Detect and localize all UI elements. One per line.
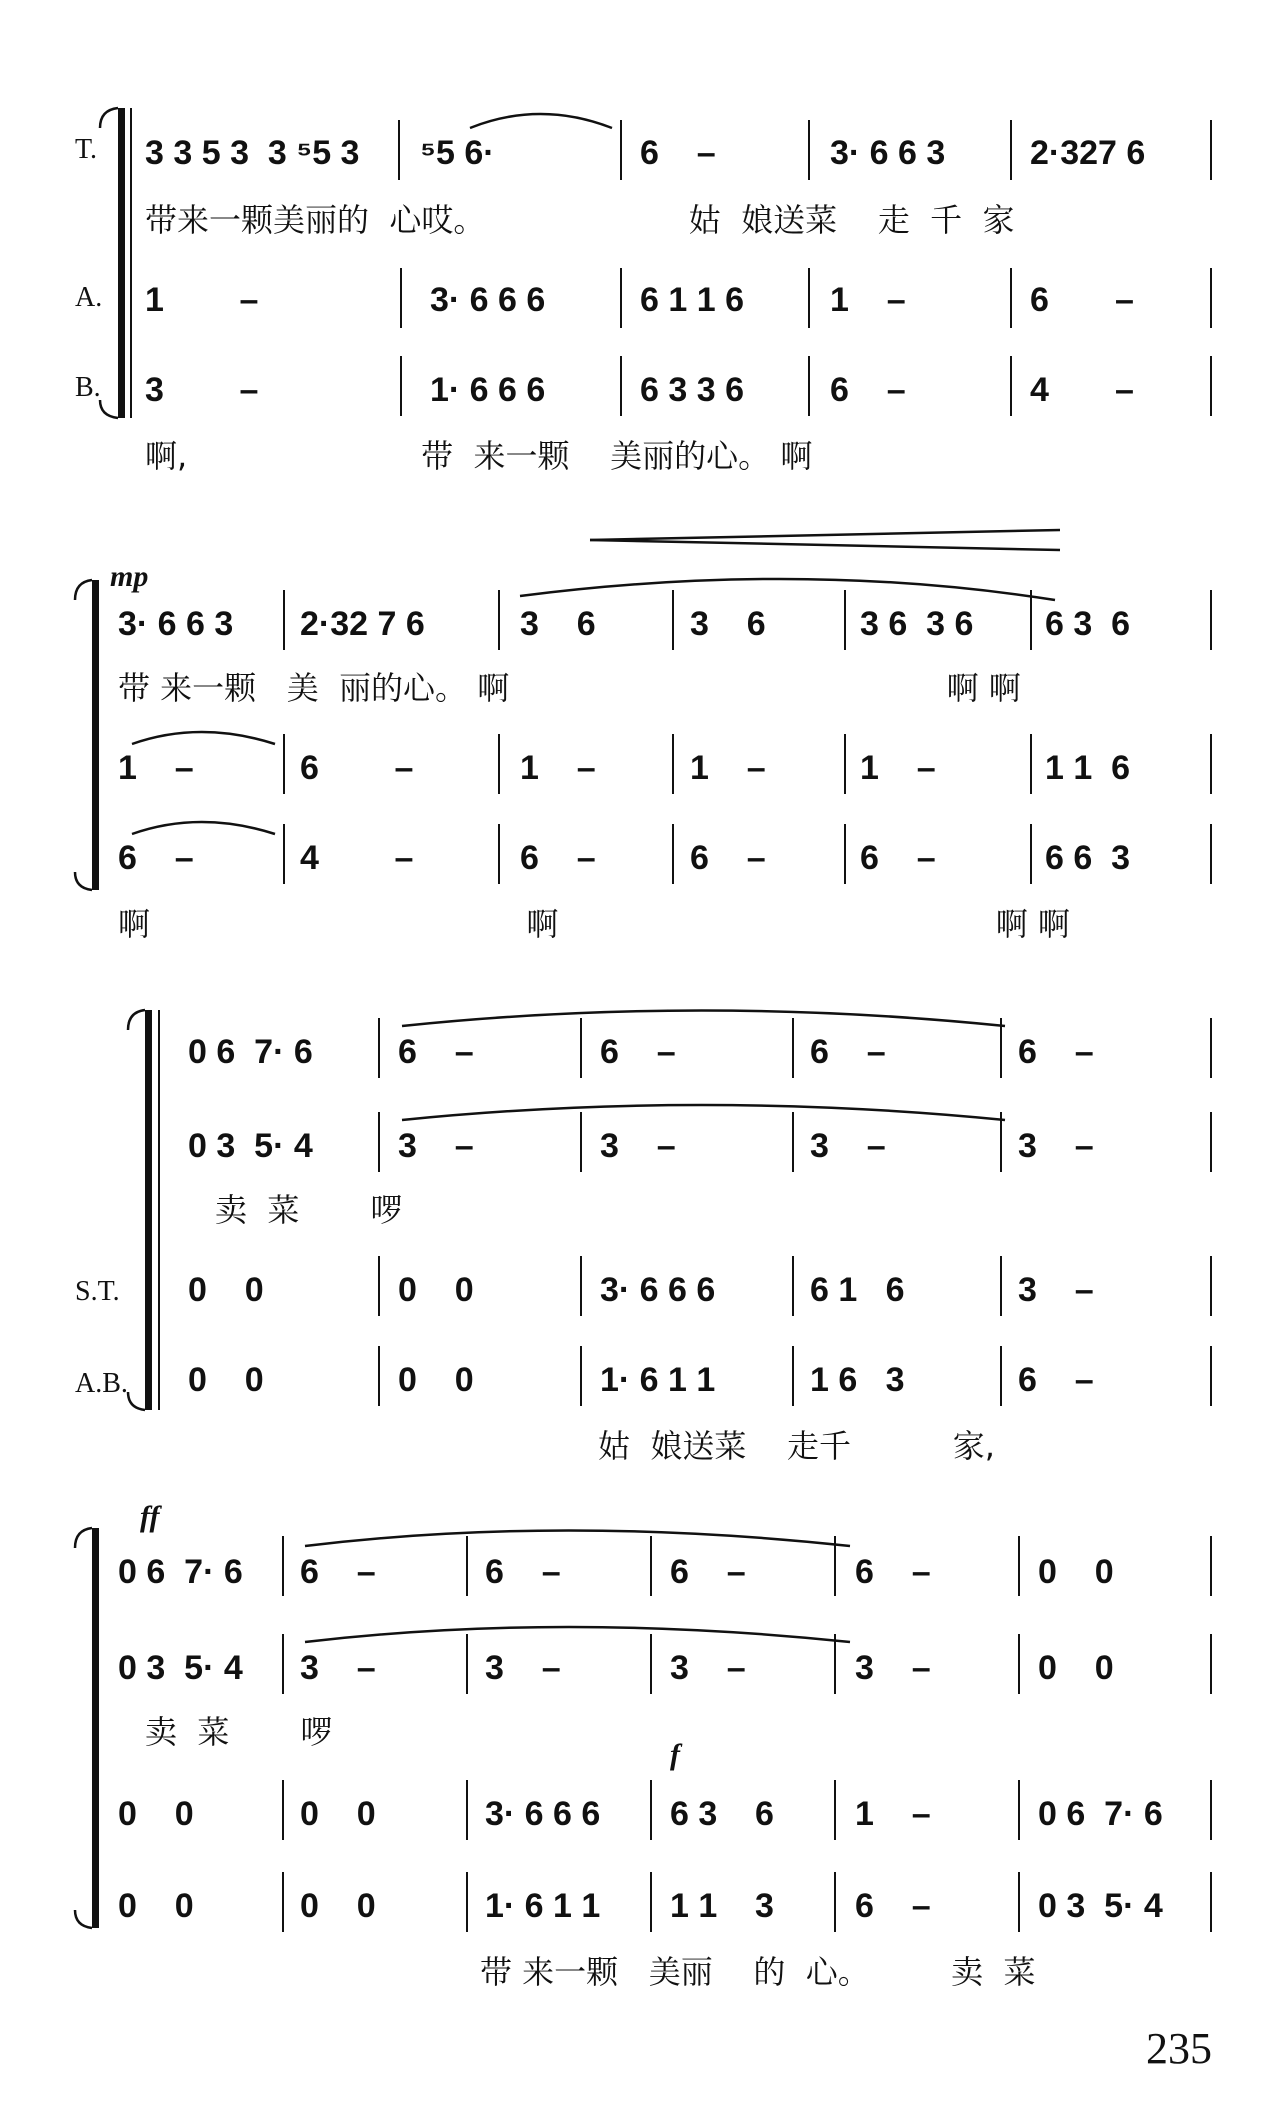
t-measure-1: 3 3 5 3 3 ⁵5 3 [145,134,360,172]
t-measure-6: 6 3 6 [1045,605,1131,643]
voice-label-alto: A. [75,282,103,313]
st-measure-2: 0 0 [398,1271,474,1309]
b-measure-4: 6 – [690,839,766,877]
s1-measure-2: 6 – [398,1033,474,1071]
voice-label-tenor: T. [75,134,98,165]
slur [470,114,612,128]
b-measure-1: 3 – [145,371,259,409]
slur [305,1531,850,1547]
t-measure-4: 3· 6 6 3 [830,134,946,172]
crescendo-hairpin [590,530,1060,540]
s1-measure-1: 0 6 7· 6 [188,1033,313,1071]
a-measure-5: 6 – [1030,281,1134,319]
b-measure-4: 6 – [830,371,906,409]
t-measure-2: ⁵5 6· [420,134,495,172]
s2-measure-5: 3 – [1018,1127,1094,1165]
b-measure-1: 6 – [118,839,194,877]
s2-measure-3: 3 – [600,1127,676,1165]
ab-measure-4: 1 1 3 [670,1887,774,1925]
dynamic-mp: mp [110,560,149,593]
b-measure-3: 6 – [520,839,596,877]
lyric-line: 啊 啊 啊 啊 [118,905,1070,943]
s2-measure-1: 0 3 5· 4 [118,1649,243,1687]
lyric-line: 带 来一颗 美 丽的心。 啊 啊 啊 [118,669,1021,707]
t-measure-2: 2·32 7 6 [300,605,425,643]
s2-measure-4: 3 – [670,1649,746,1687]
slur [520,579,1055,600]
a-measure-2: 6 – [300,749,414,787]
s2-measure-3: 3 – [485,1649,561,1687]
s1-measure-1: 0 6 7· 6 [118,1553,243,1591]
b-measure-5: 4 – [1030,371,1134,409]
system-brace [128,1392,145,1410]
system-brace [75,1528,92,1548]
st-measure-6: 0 6 7· 6 [1038,1795,1163,1833]
ab-measure-1: 0 0 [188,1361,264,1399]
ab-measure-6: 0 3 5· 4 [1038,1887,1163,1925]
st-measure-3: 3· 6 6 6 [600,1271,716,1309]
dynamic-ff: ff [140,1500,160,1533]
slur [132,732,275,744]
a-measure-3: 1 – [520,749,596,787]
ab-measure-3: 1· 6 1 1 [485,1887,601,1925]
lyric-line: 卖 菜 啰 [215,1191,403,1229]
s1-measure-3: 6 – [600,1033,676,1071]
voice-label-st: S.T. [75,1276,120,1307]
s1-measure-4: 6 – [670,1553,746,1591]
ab-measure-3: 1· 6 1 1 [600,1361,716,1399]
s1-measure-4: 6 – [810,1033,886,1071]
system-brace [75,580,92,600]
t-measure-5: 2·327 6 [1030,134,1146,172]
s1-measure-5: 6 – [855,1553,931,1591]
s2-measure-4: 3 – [810,1127,886,1165]
s1-measure-6: 0 0 [1038,1553,1114,1591]
st-measure-1: 0 0 [188,1271,264,1309]
voice-label-ab: A.B. [75,1368,128,1399]
ab-measure-2: 0 0 [300,1887,376,1925]
t-measure-1: 3· 6 6 3 [118,605,234,643]
ab-measure-5: 6 – [855,1887,931,1925]
a-measure-5: 1 – [860,749,936,787]
s2-measure-6: 0 0 [1038,1649,1114,1687]
a-measure-2: 3· 6 6 6 [430,281,546,319]
lyric-line: 啊, 带 来一颗 美丽的心。 啊 [145,437,813,475]
lyric-line: 卖 菜 啰 [145,1713,333,1751]
dynamic-f: f [670,1738,680,1771]
b-measure-2: 4 – [300,839,414,877]
system-brace [128,1010,145,1030]
s2-measure-5: 3 – [855,1649,931,1687]
slur [402,1011,1005,1027]
s1-measure-3: 6 – [485,1553,561,1591]
b-measure-3: 6 3 3 6 [640,371,744,409]
s2-measure-2: 3 – [398,1127,474,1165]
a-measure-4: 1 – [690,749,766,787]
slur [402,1105,1005,1120]
crescendo-hairpin [590,540,1060,550]
st-measure-4: 6 3 6 [670,1795,774,1833]
st-measure-4: 6 1 6 [810,1271,905,1309]
page-number: 235 [1146,2024,1212,2073]
voice-label-bass: B. [75,372,101,403]
st-measure-1: 0 0 [118,1795,194,1833]
b-measure-2: 1· 6 6 6 [430,371,546,409]
ab-measure-5: 6 – [1018,1361,1094,1399]
system-brace [100,108,118,128]
a-measure-3: 6 1 1 6 [640,281,744,319]
slur [132,822,275,834]
s1-measure-5: 6 – [1018,1033,1094,1071]
system-brace [100,400,118,418]
system-brace [75,1910,92,1928]
system-brace [75,872,92,890]
st-measure-3: 3· 6 6 6 [485,1795,601,1833]
s1-measure-2: 6 – [300,1553,376,1591]
t-measure-5: 3 6 3 6 [860,605,974,643]
lyric-line: 带来一颗美丽的 心哎。 姑 娘送菜 走 千 家 [145,201,1015,239]
b-measure-6: 6 6 3 [1045,839,1131,877]
a-measure-4: 1 – [830,281,906,319]
a-measure-6: 1 1 6 [1045,749,1131,787]
a-measure-1: 1 – [118,749,194,787]
slur [305,1627,850,1642]
st-measure-2: 0 0 [300,1795,376,1833]
s2-measure-1: 0 3 5· 4 [188,1127,313,1165]
lyric-line: 姑 娘送菜 走千 家, [598,1427,995,1465]
ab-measure-2: 0 0 [398,1361,474,1399]
a-measure-1: 1 – [145,281,259,319]
st-measure-5: 1 – [855,1795,931,1833]
b-measure-5: 6 – [860,839,936,877]
lyric-line: 带 来一颗 美丽 的 心。 卖 菜 [480,1953,1036,1991]
st-measure-5: 3 – [1018,1271,1094,1309]
ab-measure-4: 1 6 3 [810,1361,905,1399]
t-measure-4: 3 6 [690,605,766,643]
ab-measure-1: 0 0 [118,1887,194,1925]
s2-measure-2: 3 – [300,1649,376,1687]
t-measure-3: 6 – [640,134,716,172]
t-measure-3: 3 6 [520,605,596,643]
